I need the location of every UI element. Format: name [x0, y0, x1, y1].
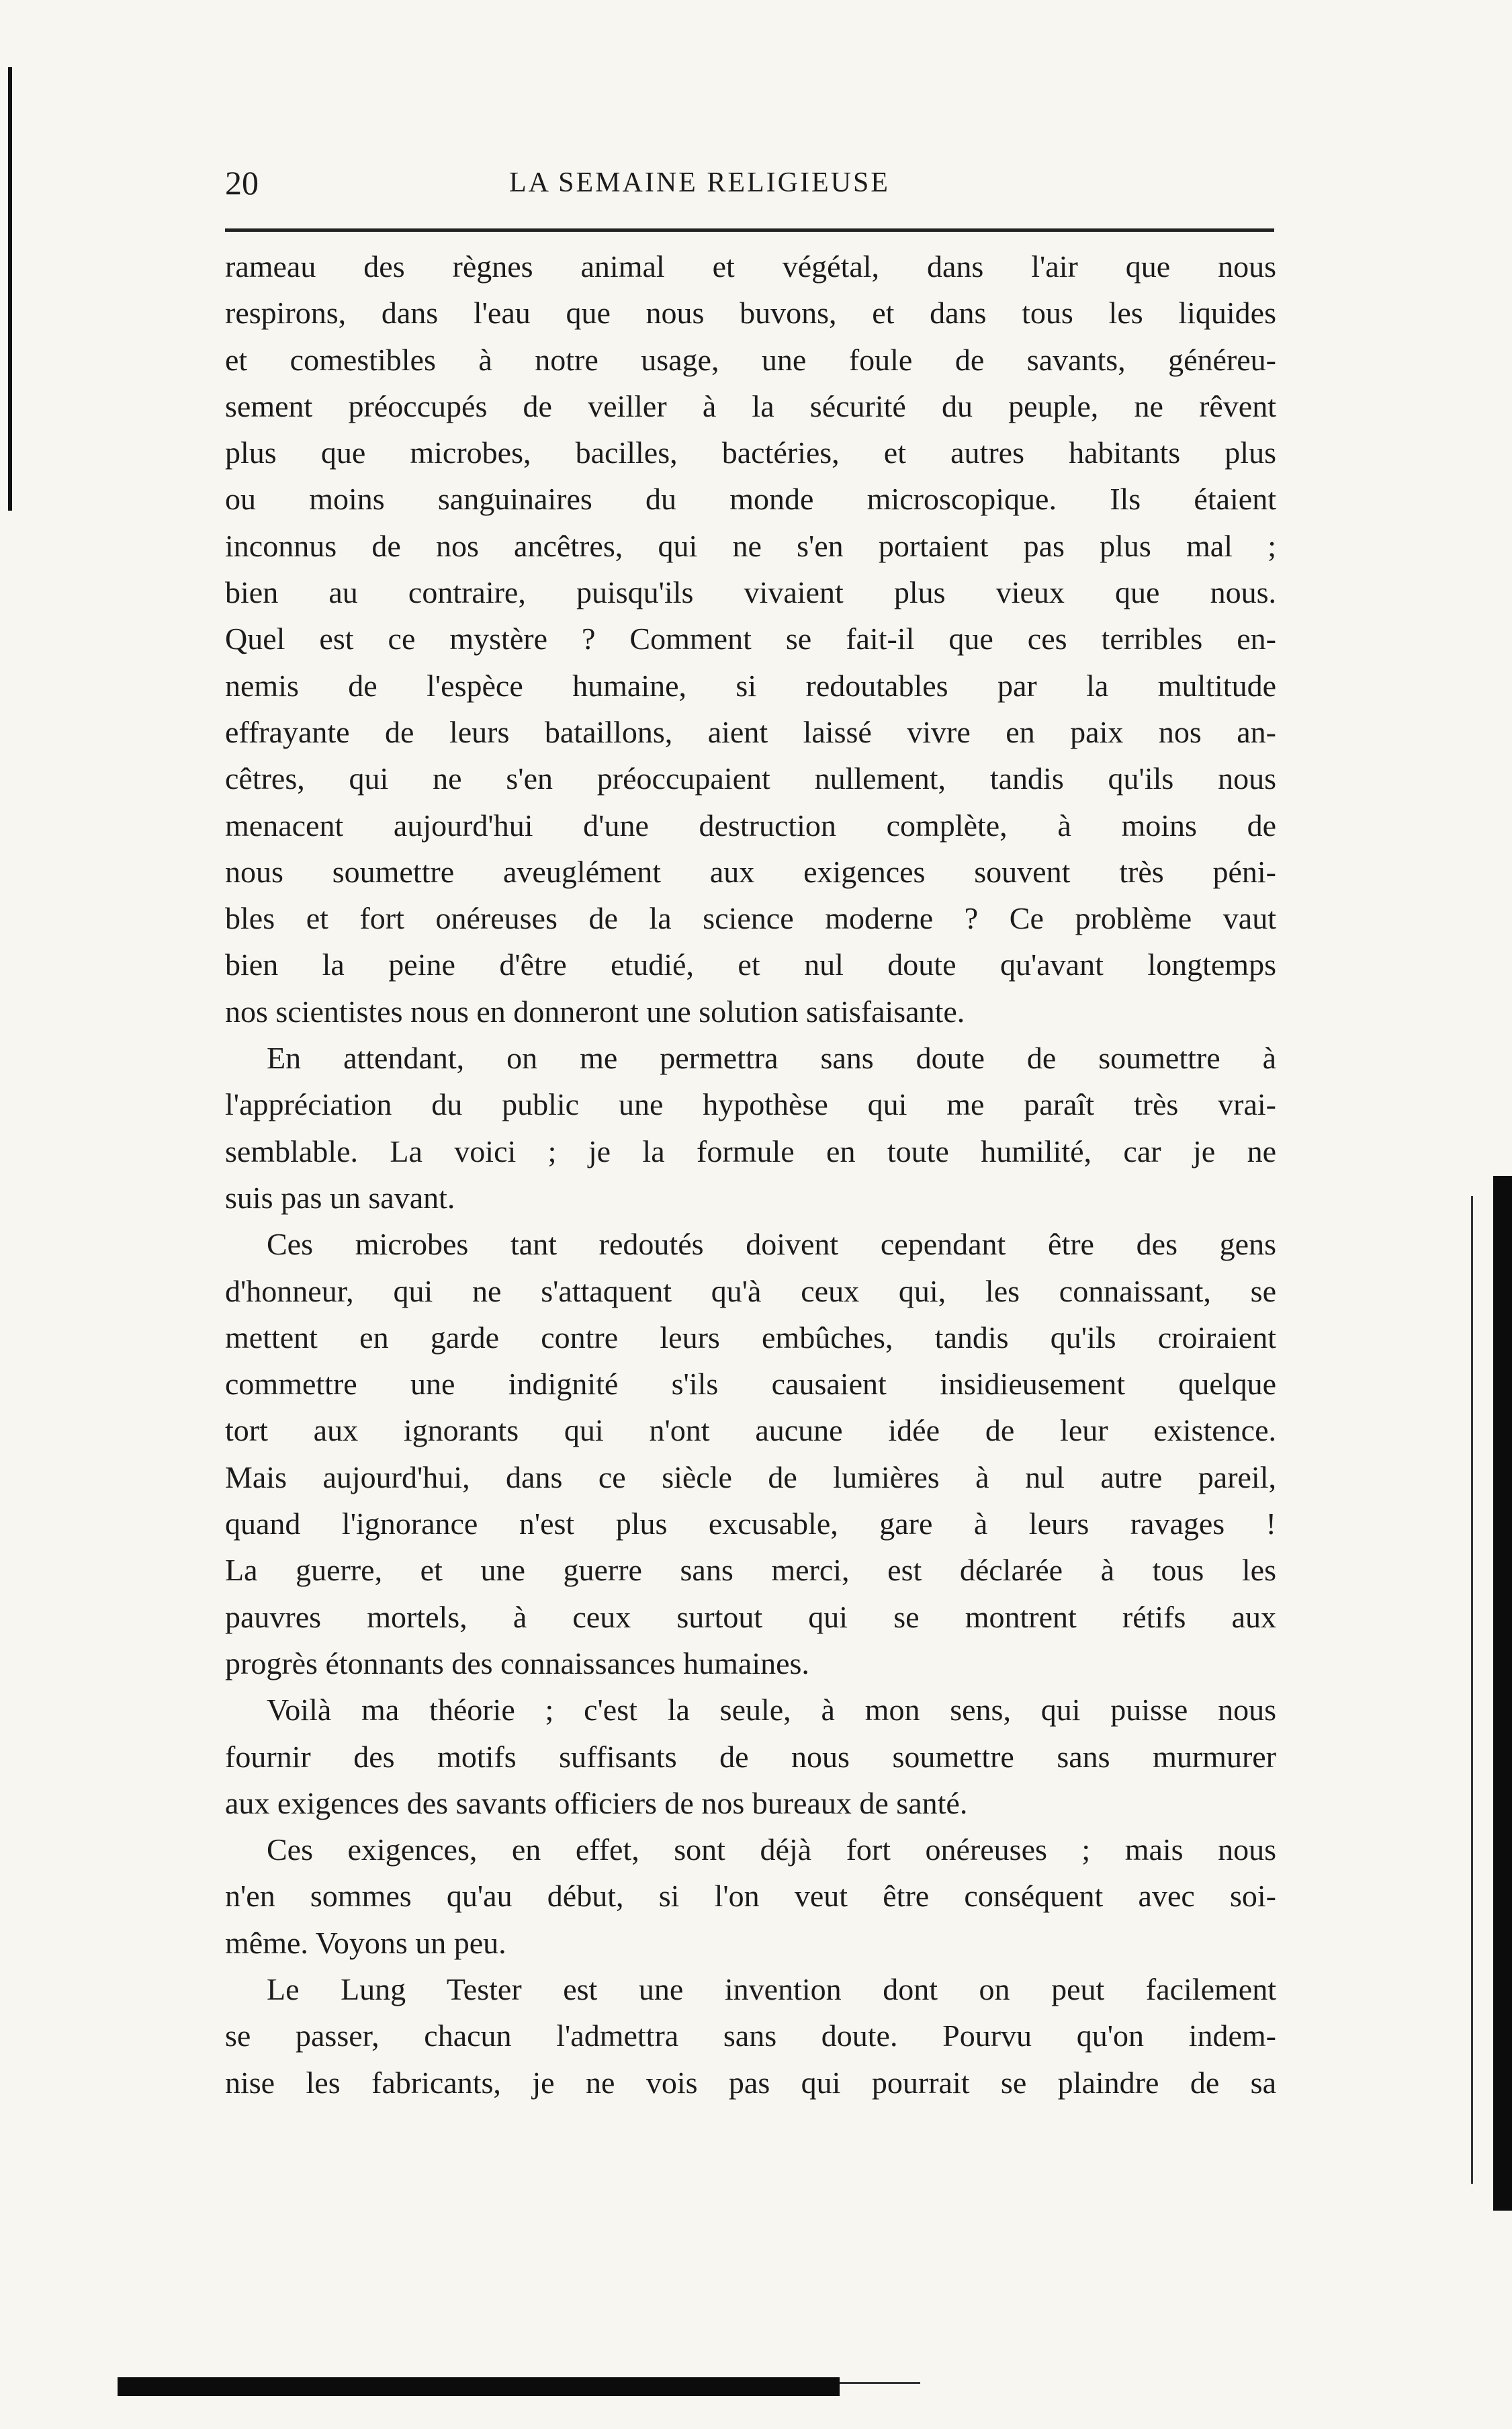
text-line: nemis de l'espèce humaine, si redoutables par la multitude [225, 668, 1276, 703]
text-line: menacent aujourd'hui d'une destruction complète, à moins de [225, 808, 1276, 843]
text-line: bien au contraire, puisqu'ils vivaient plus vieux que nous. [225, 575, 1276, 610]
text-line: En attendant, on me permettra sans doute de soumettre à [267, 1041, 1276, 1076]
scan-edge-bottom-thin [840, 2382, 920, 2384]
text-line: bien la peine d'être etudié, et nul doute qu'avant longtemps [225, 947, 1276, 982]
text-line: La guerre, et une guerre sans merci, est déclarée à tous les [225, 1553, 1276, 1588]
text-line: rameau des règnes animal et végétal, dans l'air que nous [225, 249, 1276, 284]
text-line: Mais aujourd'hui, dans ce siècle de lumières à nul autre pareil, [225, 1459, 1276, 1494]
text-line: pauvres mortels, à ceux surtout qui se montrent rétifs aux [225, 1599, 1276, 1634]
text-line: tort aux ignorants qui n'ont aucune idée de leur existence. [225, 1413, 1276, 1448]
text-line: inconnus de nos ancêtres, qui ne s'en portaient pas plus mal ; [225, 528, 1276, 563]
text-line: effrayante de leurs bataillons, aient laissé vivre en paix nos an- [225, 714, 1276, 749]
text-line: Le Lung Tester est une invention dont on peut facilement [267, 1971, 1276, 2006]
text-line: nos scientistes nous en donneront une solution satisfaisante. [225, 994, 965, 1029]
text-line: l'appréciation du public une hypothèse qui me paraît très vrai- [225, 1087, 1276, 1122]
header-rule [225, 228, 1274, 232]
text-line: commettre une indignité s'ils causaient insidieusement quelque [225, 1367, 1276, 1402]
running-title: LA SEMAINE RELIGIEUSE [509, 167, 890, 198]
scan-edge-right [1493, 1176, 1512, 2211]
text-line: Ces microbes tant redoutés doivent cependant être des gens [267, 1227, 1276, 1262]
text-line: respirons, dans l'eau que nous buvons, et dans tous les liquides [225, 296, 1276, 331]
text-line: ou moins sanguinaires du monde microscopique. Ils étaient [225, 482, 1276, 517]
text-line: suis pas un savant. [225, 1180, 455, 1215]
page-number: 20 [225, 164, 259, 202]
text-line: d'honneur, qui ne s'attaquent qu'à ceux qui, les connaissant, se [225, 1273, 1276, 1308]
text-line: bles et fort onéreuses de la science moderne ? Ce problème vaut [225, 901, 1276, 936]
body-text [225, 243, 1276, 2106]
text-line: progrès étonnants des connaissances humaines. [225, 1646, 809, 1680]
scan-edge-left [8, 67, 12, 511]
text-line: quand l'ignorance n'est plus excusable, gare à leurs ravages ! [225, 1506, 1276, 1541]
text-line: se passer, chacun l'admettra sans doute. Pourvu qu'on indem- [225, 2018, 1276, 2053]
text-line: semblable. La voici ; je la formule en toute humilité, car je ne [225, 1134, 1276, 1168]
text-line: aux exigences des savants officiers de nos bureaux de santé. [225, 1785, 968, 1820]
text-line: et comestibles à notre usage, une foule de savants, généreu- [225, 342, 1276, 377]
text-line: Quel est ce mystère ? Comment se fait-il que ces terribles en- [225, 622, 1276, 656]
text-line: nise les fabricants, je ne vois pas qui pourrait se plaindre de sa [225, 2065, 1276, 2100]
text-line: nous soumettre aveuglément aux exigences souvent très péni- [225, 854, 1276, 889]
text-line: mettent en garde contre leurs embûches, tandis qu'ils croiraient [225, 1320, 1276, 1355]
text-line: même. Voyons un peu. [225, 1925, 506, 1960]
page-header [225, 156, 1273, 210]
text-line: plus que microbes, bacilles, bactéries, et autres habitants plus [225, 435, 1276, 470]
scan-edge-bottom [118, 2377, 840, 2396]
text-line: n'en sommes qu'au début, si l'on veut être conséquent avec soi- [225, 1879, 1276, 1914]
text-line: cêtres, qui ne s'en préoccupaient nullement, tandis qu'ils nous [225, 761, 1276, 796]
text-line: fournir des motifs suffisants de nous soumettre sans murmurer [225, 1739, 1276, 1774]
text-line: Ces exigences, en effet, sont déjà fort onéreuses ; mais nous [267, 1832, 1276, 1867]
text-line: Voilà ma théorie ; c'est la seule, à mon sens, qui puisse nous [267, 1693, 1276, 1728]
text-line: sement préoccupés de veiller à la sécurité du peuple, ne rêvent [225, 388, 1276, 423]
scan-edge-right-thin [1471, 1196, 1473, 2184]
